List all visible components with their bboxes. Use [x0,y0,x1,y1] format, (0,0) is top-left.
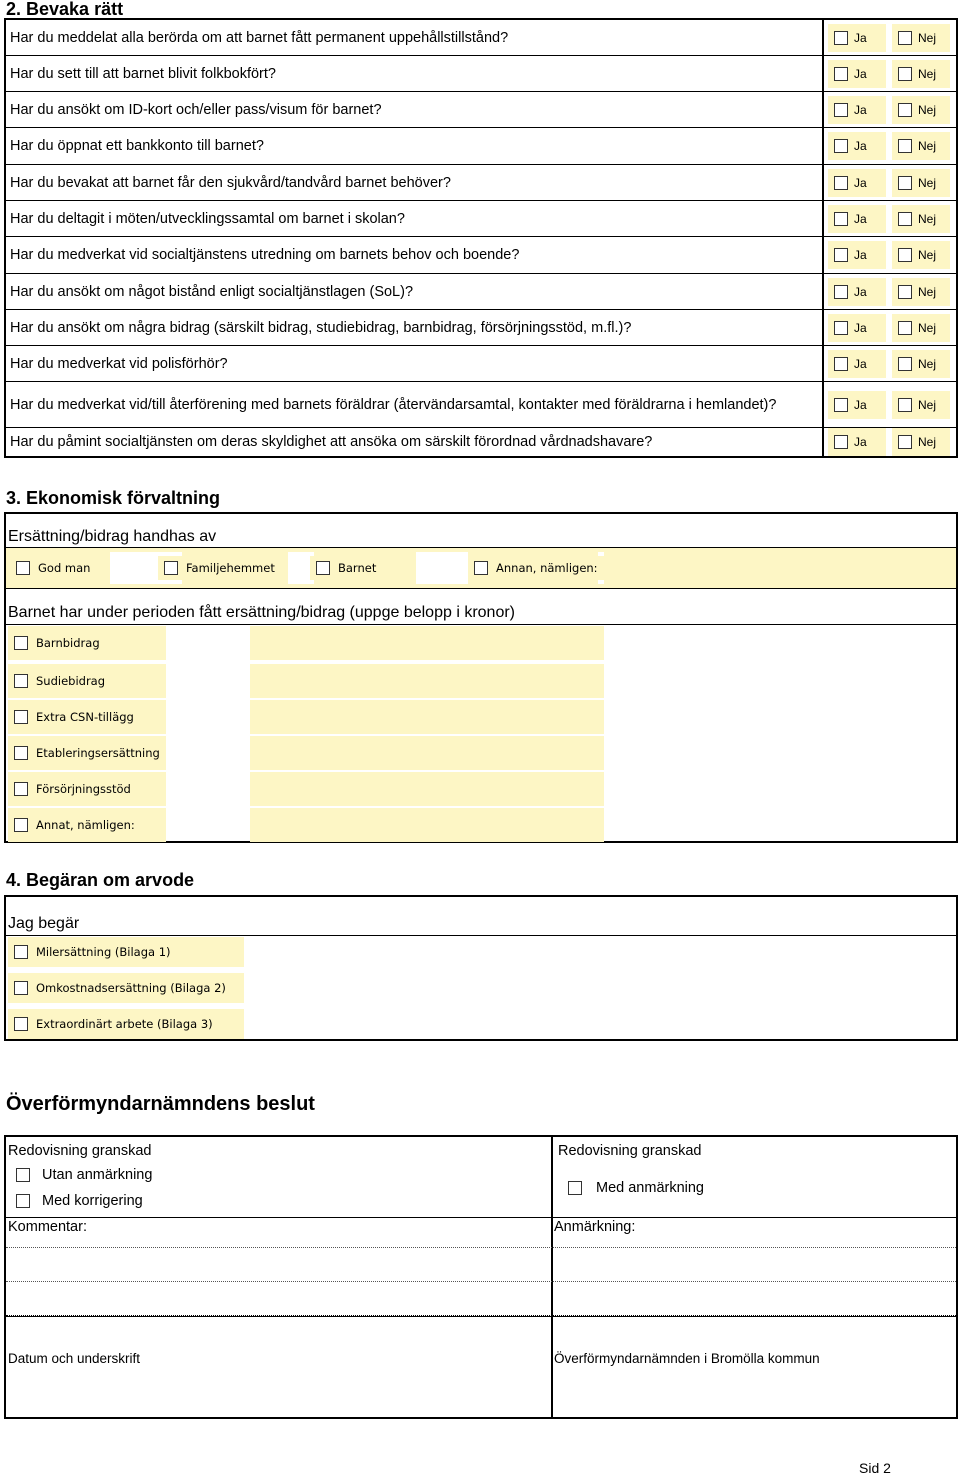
no-checkbox[interactable] [898,435,912,449]
handled-by-label: Ersättning/bidrag handhas av [8,528,217,545]
question-row [6,346,956,382]
yes-option[interactable] [828,132,886,160]
answer-group [824,382,954,427]
no-option[interactable] [892,241,950,269]
comment-input-1[interactable] [6,1247,551,1281]
checkbox[interactable] [14,710,28,724]
question-row [6,310,956,346]
yes-label: Ja [854,139,867,153]
answer-group [824,165,954,200]
fee-option[interactable] [8,937,244,967]
benefit-option[interactable] [8,664,166,698]
yes-option[interactable] [828,278,886,306]
yes-option[interactable] [828,96,886,124]
checkbox[interactable] [14,818,28,832]
yes-option[interactable] [828,350,886,378]
no-label: Nej [918,175,937,190]
no-option[interactable] [892,96,950,124]
benefit-option[interactable] [8,808,166,842]
question-text: Har du deltagit i möten/utvecklingssamtal om barnet i skolan? [6,201,824,236]
option-med-anmarkning[interactable] [568,1180,704,1196]
no-checkbox[interactable] [898,357,912,371]
question-text: Har du ansökt om ID-kort och/eller pass/visum för barnet? [6,92,824,127]
question-text: Har du medverkat vid polisförhör? [6,346,824,381]
handled-by-familjehemmet[interactable] [158,556,281,580]
checkbox[interactable] [14,782,28,796]
decision-box [4,1135,958,1419]
yes-option[interactable] [828,314,886,342]
yes-checkbox[interactable] [834,31,848,45]
section4-title: 4. Begäran om arvode [6,870,195,890]
yes-label: Ja [854,175,867,190]
option-label: Utan anmärkning [42,1167,153,1183]
authority-label: Överförmyndarnämnden i Bromölla kommun [554,1351,820,1366]
answer-group [824,56,954,91]
no-label: Nej [918,435,937,449]
yes-option[interactable] [828,169,886,197]
yes-checkbox[interactable] [834,103,848,117]
remark-input-2[interactable] [553,1281,956,1315]
question-row [6,20,956,56]
benefit-amount-input[interactable] [250,736,604,770]
question-text: Har du ansökt om något bistånd enligt socialtjänstlagen (SoL)? [6,274,824,309]
handled-by-barnet[interactable] [310,556,382,580]
option-label: Med anmärkning [596,1180,704,1196]
no-option[interactable] [892,428,950,456]
no-label: Nej [918,397,937,412]
no-label: Nej [918,248,937,262]
no-checkbox[interactable] [898,31,912,45]
no-checkbox[interactable] [898,398,912,412]
answer-group [824,274,954,309]
yes-label: Ja [854,211,867,226]
answer-group [824,92,954,127]
benefit-label: Extra CSN-tillägg [36,710,134,724]
no-option[interactable] [892,391,950,419]
checkbox[interactable] [474,561,488,575]
yes-checkbox[interactable] [834,321,848,335]
answer-group [824,20,954,55]
fee-option-label: Extraordinärt arbete (Bilaga 3) [36,1017,213,1031]
received-label: Barnet har under perioden fått ersättning/bidrag (uppge belopp i kronor) [8,604,515,621]
decision-title: Överförmyndarnämndens beslut [6,1093,315,1115]
benefit-label: Sudiebidrag [36,674,106,688]
section3-title: 3. Ekonomisk förvaltning [6,488,221,508]
question-row [6,165,956,201]
benefit-amount-input[interactable] [250,664,604,698]
yes-label: Ja [854,248,867,262]
yes-option[interactable] [828,241,886,269]
yes-option[interactable] [828,24,886,52]
yes-label: Ja [854,30,867,45]
benefit-option[interactable] [8,700,166,734]
fee-option-label: Omkostnadsersättning (Bilaga 2) [36,981,226,995]
yes-label: Ja [854,435,867,449]
yes-option[interactable] [828,205,886,233]
no-label: Nej [918,102,937,117]
checkbox[interactable] [16,561,30,575]
comment-input-2[interactable] [6,1281,551,1315]
checkbox[interactable] [316,561,330,575]
answer-group [824,310,954,345]
yes-label: Ja [854,397,867,412]
yes-label: Ja [854,102,867,117]
yes-checkbox[interactable] [834,398,848,412]
handled-by-annan[interactable] [468,556,604,580]
yes-checkbox[interactable] [834,139,848,153]
option-utan-anmarkning[interactable] [16,1167,152,1183]
handled-by-other-input[interactable] [604,548,956,588]
benefit-label: Försörjningsstöd [36,782,131,796]
question-row [6,201,956,237]
no-option[interactable] [892,350,950,378]
option-med-korrigering[interactable] [16,1193,143,1209]
option-label: God man [38,561,91,575]
no-checkbox[interactable] [898,212,912,226]
no-checkbox[interactable] [898,103,912,117]
checkbox[interactable] [14,945,28,959]
question-row [6,274,956,310]
yes-label: Ja [854,284,867,299]
yes-option[interactable] [828,428,886,456]
answer-group [824,237,954,273]
benefit-option[interactable] [8,736,166,770]
question-text: Har du medverkat vid/till återförening med barnets föräldrar (återvändarsamtal, kontakter med föräldrarna i hemlandet)? [6,382,824,427]
checkbox[interactable] [568,1181,582,1195]
question-text: Har du öppnat ett bankkonto till barnet? [6,128,824,164]
question-text: Har du meddelat alla berörda om att barnet fått permanent uppehållstillstånd? [6,20,824,55]
yes-checkbox[interactable] [834,285,848,299]
no-checkbox[interactable] [898,285,912,299]
no-checkbox[interactable] [898,139,912,153]
checkbox[interactable] [14,981,28,995]
request-label: Jag begär [8,915,80,932]
no-option[interactable] [892,205,950,233]
checkbox[interactable] [164,561,178,575]
comment-label: Kommentar: [8,1219,87,1235]
answer-group [824,128,954,164]
fee-option-label: Milersättning (Bilaga 1) [36,945,171,959]
remark-input-1[interactable] [553,1247,956,1281]
checkbox[interactable] [14,1017,28,1031]
question-row [6,237,956,274]
section4-box [4,895,958,1041]
section2-table [4,18,958,458]
option-label: Annan, nämligen: [496,561,598,575]
yes-option[interactable] [828,391,886,419]
left-heading: Redovisning granskad [8,1143,152,1159]
section3-box [4,512,958,843]
no-label: Nej [918,356,937,371]
option-label: Med korrigering [42,1193,143,1209]
benefit-amount-input[interactable] [250,626,604,660]
question-row [6,128,956,165]
yes-checkbox[interactable] [834,67,848,81]
no-option[interactable] [892,132,950,160]
question-text: Har du påmint socialtjänsten om deras skyldighet att ansöka om särskilt förordnad vårdnadshavare? [6,428,824,456]
benefit-amount-input[interactable] [250,772,604,806]
right-heading: Redovisning granskad [558,1143,702,1159]
no-label: Nej [918,211,937,226]
no-option[interactable] [892,24,950,52]
benefit-amount-input[interactable] [250,808,604,842]
no-option[interactable] [892,169,950,197]
answer-group [824,346,954,381]
no-checkbox[interactable] [898,67,912,81]
no-label: Nej [918,30,937,45]
question-row [6,382,956,428]
fee-option[interactable] [8,1009,244,1039]
yes-checkbox[interactable] [834,176,848,190]
no-checkbox[interactable] [898,321,912,335]
benefit-amount-input[interactable] [250,700,604,734]
page-number: Sid 2 [859,1460,891,1474]
yes-checkbox[interactable] [834,357,848,371]
no-checkbox[interactable] [898,248,912,262]
checkbox[interactable] [14,636,28,650]
checkbox[interactable] [16,1194,30,1208]
question-row [6,56,956,92]
checkbox[interactable] [14,746,28,760]
benefit-label: Barnbidrag [36,636,100,650]
no-option[interactable] [892,314,950,342]
no-label: Nej [918,66,937,81]
benefit-label: Annat, nämligen: [36,818,135,832]
yes-option[interactable] [828,60,886,88]
no-label: Nej [918,320,937,335]
fee-option[interactable] [8,973,244,1003]
remark-label: Anmärkning: [554,1219,636,1235]
no-option[interactable] [892,60,950,88]
checkbox[interactable] [16,1168,30,1182]
benefit-label: Etableringsersättning [36,746,160,760]
option-label: Barnet [338,561,377,575]
signature-label: Datum och underskrift [8,1351,141,1366]
benefit-option[interactable] [8,772,166,806]
question-row [6,92,956,128]
no-option[interactable] [892,278,950,306]
yes-label: Ja [854,66,867,81]
yes-checkbox[interactable] [834,435,848,449]
option-label: Familjehemmet [186,561,275,575]
answer-group [824,201,954,236]
benefit-option[interactable] [8,626,166,660]
yes-label: Ja [854,356,867,371]
answer-group [824,428,954,456]
yes-checkbox[interactable] [834,212,848,226]
question-row [6,428,956,456]
question-text: Har du ansökt om några bidrag (särskilt bidrag, studiebidrag, barnbidrag, försörjningsstöd, m.fl.)? [6,310,824,345]
question-text: Har du bevakat att barnet får den sjukvård/tandvård barnet behöver? [6,165,824,200]
no-checkbox[interactable] [898,176,912,190]
no-label: Nej [918,139,937,153]
question-text: Har du sett till att barnet blivit folkbokfört? [6,56,824,91]
handled-by-god-man[interactable] [10,556,96,580]
yes-label: Ja [854,320,867,335]
section2-title: 2. Bevaka rätt [6,0,124,19]
question-text: Har du medverkat vid socialtjänstens utredning om barnets behov och boende? [6,237,824,273]
yes-checkbox[interactable] [834,248,848,262]
checkbox[interactable] [14,674,28,688]
no-label: Nej [918,284,937,299]
